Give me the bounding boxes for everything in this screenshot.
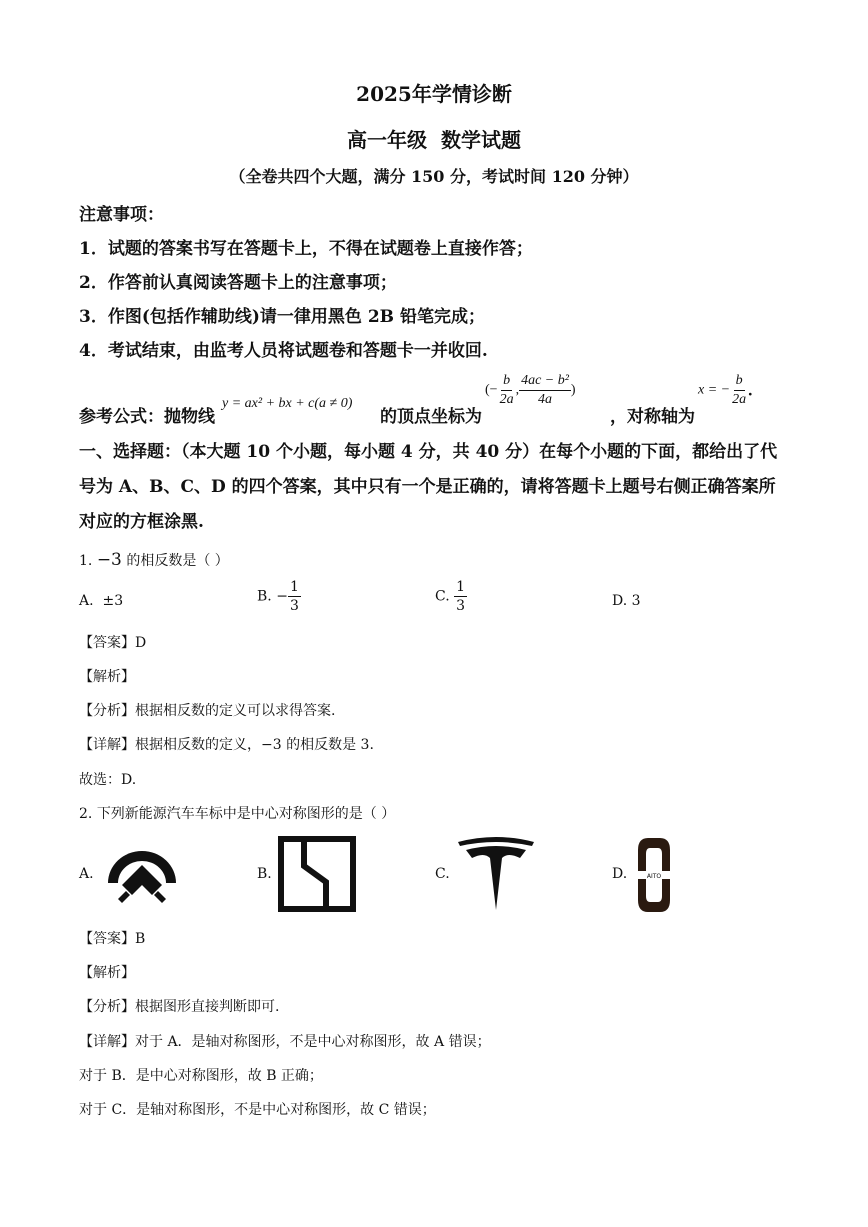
q2-option-b-label: B. — [257, 866, 272, 882]
q2-answer: 【答案】B — [79, 931, 146, 947]
tesla-logo-icon — [456, 836, 536, 912]
question-1 — [79, 550, 229, 570]
q1-fenxi: 【分析】根据相反数的定义可以求得答案. — [79, 703, 336, 719]
vertex-x-den: 2a — [499, 392, 514, 407]
reference-label: 参考公式：抛物线 — [79, 407, 215, 427]
question-math: −3 — [96, 550, 122, 570]
q1-choice: 故选：D. — [79, 772, 137, 788]
vertex-y-den: 4a — [537, 392, 552, 407]
aito-text: AITO — [646, 873, 662, 880]
q2-line-c: 对于 C．是轴对称图形，不是中心对称图形，故 C 错误； — [79, 1102, 436, 1118]
notes-heading: 注意事项： — [79, 205, 164, 225]
nio-logo-icon — [104, 839, 180, 909]
note-item: 4．考试结束，由监考人员将试题卷和答题卡一并收回. — [79, 341, 488, 361]
note-item: 1．试题的答案书写在答题卡上，不得在试题卷上直接作答； — [79, 239, 533, 259]
q1-option-c: C. $\frac{1}{3}$ — [435, 579, 466, 614]
note-item: 3．作图(包括作辅助线)请一律用黑色 2B 铅笔完成； — [79, 307, 485, 327]
q1-answer: 【答案】D — [79, 635, 147, 651]
vertex-y-num: 4ac − b² — [519, 374, 571, 391]
question-number: 1. — [79, 553, 93, 569]
question-stem: 的相反数是（ ） — [126, 553, 229, 569]
axis-den: 2a — [732, 392, 747, 407]
vertex-text: 的顶点坐标为 — [380, 407, 482, 427]
section1-line: 对应的方框涂黑. — [79, 512, 204, 532]
question-2 — [79, 803, 395, 823]
question-stem: 下列新能源汽车车标中是中心对称图形的是（ ） — [96, 806, 396, 822]
q2-option-a-label: A. — [79, 866, 94, 882]
q1-option-b: B. − $\frac{1}{3}$ — [257, 579, 299, 614]
section1-line: 一、选择题：（本大题 10 个小题，每小题 4 分，共 40 分）在每个小题的下面，都给出了代 — [79, 442, 778, 462]
vertex-x-num: b — [501, 374, 512, 391]
q2-line-b: 对于 B．是中心对称图形，故 B 正确； — [79, 1068, 323, 1084]
q1-option-a: A. ±3 — [79, 593, 124, 609]
q2-option-c-label: C. — [435, 866, 450, 882]
exam-info: （全卷共四个大题，满分 150 分，考试时间 120 分钟） — [229, 167, 639, 186]
axis-num: b — [734, 374, 745, 391]
axis-text: ，对称轴为 — [610, 407, 695, 427]
aito-logo-icon — [634, 836, 674, 914]
q2-xiangjie: 【详解】对于 A．是轴对称图形，不是中心对称图形，故 A 错误； — [79, 1034, 491, 1050]
question-number: 2. — [79, 806, 93, 822]
q1-xiangjie: 【详解】根据相反数的定义，−3 的相反数是 3. — [79, 737, 374, 753]
q2-analysis-heading: 【解析】 — [79, 965, 135, 981]
square-logo-icon — [278, 836, 356, 912]
note-item: 2．作答前认真阅读答题卡上的注意事项； — [79, 273, 397, 293]
parabola-formula: y = ax² + bx + c(a ≠ 0) — [222, 396, 353, 411]
q2-option-d-label: D. — [612, 866, 628, 882]
q1-analysis-heading: 【解析】 — [79, 669, 135, 685]
q2-fenxi: 【分析】根据图形直接判断即可. — [79, 999, 280, 1015]
section1-line: 号为 A、B、C、D 的四个答案，其中只有一个是正确的，请将答题卡上题号右侧正确答案所 — [79, 477, 776, 497]
page-title: 2025年学情诊断 — [356, 82, 512, 106]
axis-formula: x = − $\frac{b}{2a}$ . — [698, 373, 753, 407]
q1-option-d: D. 3 — [612, 593, 641, 609]
vertex-coordinate: (− $\frac{b}{2a}$ , $\frac{\text{4ac − b²}}{4a}$ ) — [485, 373, 576, 407]
page-subtitle: 高一年级 数学试题 — [347, 128, 521, 152]
